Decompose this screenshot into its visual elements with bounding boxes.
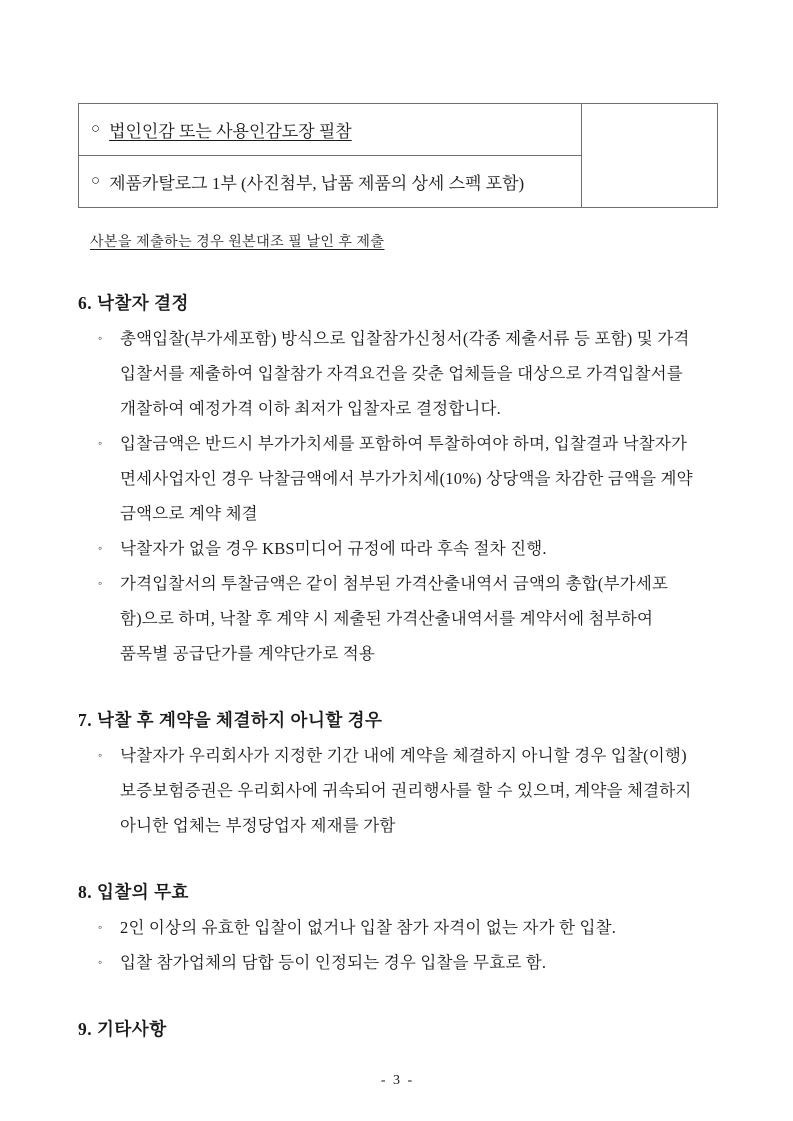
page-number: - 3 -: [380, 1073, 415, 1088]
bullet-text: [120, 738, 717, 843]
bullet-item: [78, 426, 717, 531]
bullet-circle-icon: ◦: [98, 576, 103, 590]
bullet-item: [78, 566, 717, 671]
bullet-line: 보증보험증권은 우리회사에 귀속되어 권리행사를 할 수 있으며, 계약을 체결하지: [120, 781, 692, 800]
bullet-circle-icon: ◦: [98, 748, 103, 762]
bullet-line: 금액으로 계약 체결: [120, 504, 258, 523]
bullet-line: 가격입찰서의 투찰금액은 같이 첨부된 가격산출내역서 금액의 총합(부가세포: [120, 574, 669, 593]
bullet-circle-icon: ◦: [98, 541, 103, 555]
section-9-misc: [78, 1012, 717, 1047]
bullet-item: [78, 945, 717, 980]
bullet-circle-icon: ◦: [98, 331, 103, 345]
bullet-line: 2인 이상의 유효한 입찰이 없거나 입찰 참가 자격이 없는 자가 한 입찰.: [120, 918, 617, 937]
requirement-text: 제품카탈로그 1부 (사진첨부, 납품 제품의 상세 스펙 포함): [109, 174, 525, 193]
copy-submission-note: 사본을 제출하는 경우 원본대조 필 날인 후 제출: [90, 235, 385, 250]
table-row: [79, 104, 718, 156]
table-cell-empty: [582, 104, 718, 208]
bullet-text: [120, 426, 717, 531]
bullet-line: 입찰 참가업체의 담합 등이 인정되는 경우 입찰을 무효로 함.: [120, 953, 547, 972]
bullet-text: [120, 910, 717, 945]
bullet-line: 개찰하여 예정가격 이하 최저가 입찰자로 결정합니다.: [120, 399, 502, 418]
requirements-table: [78, 103, 718, 208]
section-7-no-contract: [78, 703, 717, 843]
bullet-item: [78, 910, 717, 945]
bullet-line: 총액입찰(부가세포함) 방식으로 입찰참가신청서(각종 제출서류 등 포함) 및 가격: [120, 329, 690, 348]
bullet-circle-icon: ◦: [98, 436, 103, 450]
bullet-item: [78, 321, 717, 426]
bullet-line: 면세사업자인 경우 낙찰금액에서 부가가치세(10%) 상당액을 차감한 금액을 계약: [120, 469, 693, 488]
section-heading: 8. 입찰의 무효: [78, 882, 189, 902]
bullet-circle-icon: ◦: [98, 955, 103, 969]
table-cell-requirement-1: [79, 104, 582, 156]
bullet-line: 품목별 공급단가를 계약단가로 적용: [120, 644, 376, 663]
section-heading: 7. 낙찰 후 계약을 체결하지 아니할 경우: [78, 710, 383, 730]
bullet-line: 입찰금액은 반드시 부가가치세를 포함하여 투찰하여야 하며, 입찰결과 낙찰자가: [120, 434, 688, 453]
bullet-text: [120, 945, 717, 980]
bullet-line: 낙찰자가 없을 경우 KBS미디어 규정에 따라 후속 절차 진행.: [120, 539, 547, 558]
circle-bullet-icon: ○: [91, 121, 101, 137]
section-heading: 9. 기타사항: [78, 1019, 167, 1039]
bullet-text: [120, 566, 717, 671]
section-6-winner-decision: [78, 286, 717, 671]
bullet-line: 낙찰자가 우리회사가 지정한 기간 내에 계약을 체결하지 아니할 경우 입찰(이행): [120, 746, 687, 765]
section-heading: 6. 낙찰자 결정: [78, 293, 189, 313]
bullet-text: [120, 531, 717, 566]
bullet-line: 아니한 업체는 부정당업자 제재를 가함: [120, 816, 396, 835]
bullet-line: 입찰서를 제출하여 입찰참가 자격요건을 갖춘 업체들을 대상으로 가격입찰서를: [120, 364, 683, 383]
bullet-item: [78, 531, 717, 566]
table-cell-requirement-2: [79, 156, 582, 208]
bullet-line: 함)으로 하며, 낙찰 후 계약 시 제출된 가격산출내역서를 계약서에 첨부하여: [120, 609, 654, 628]
bullet-item: [78, 738, 717, 843]
bullet-text: [120, 321, 717, 426]
circle-bullet-icon: ○: [91, 173, 101, 189]
section-8-invalid-bid: [78, 875, 717, 980]
requirement-text: 법인인감 또는 사용인감도장 필참: [109, 122, 352, 141]
bullet-circle-icon: ◦: [98, 920, 103, 934]
